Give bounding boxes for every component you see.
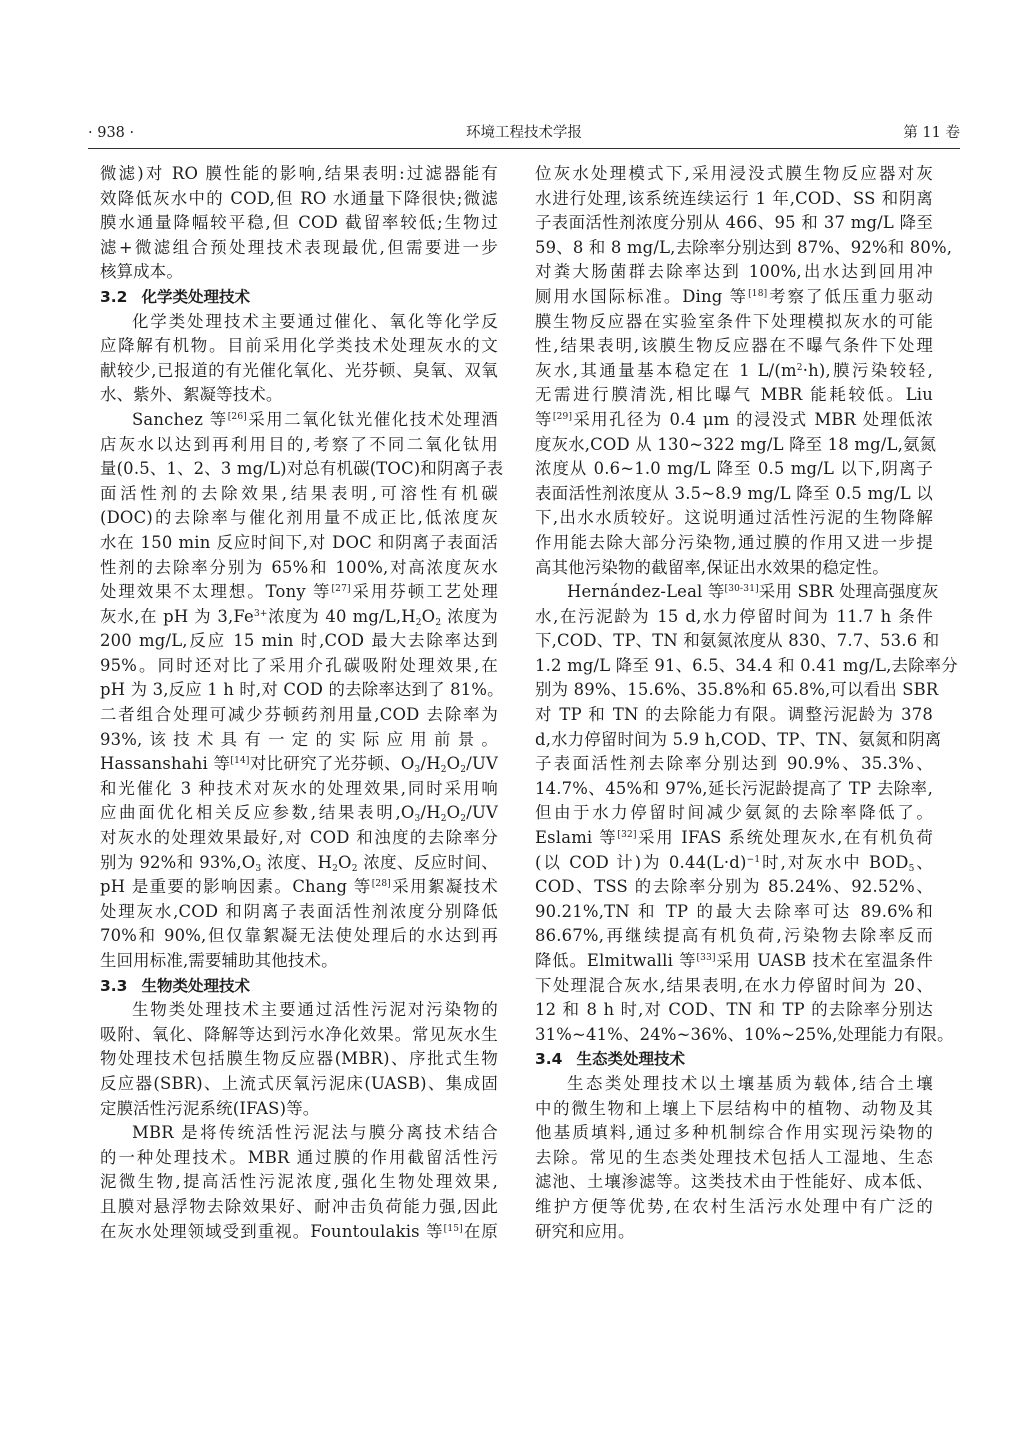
text-line: 59、8 和 8 mg/L,去除率分别达到 87%、92%和 80%, [535, 237, 953, 257]
text-line: 化学类处理技术主要通过催化、氧化等化学反 [132, 311, 498, 331]
text-line: 吸附、氧化、降解等达到污水净化效果。常见灰水生 [100, 1024, 498, 1044]
text-line: 对粪大肠菌群去除率达到 100%,出水达到回用冲 [535, 262, 933, 282]
text-line: 店灰水以达到再利用目的,考察了不同二氧化钛用 [100, 434, 498, 454]
volume-label: 第 11 卷 [903, 125, 960, 141]
section-number: 3.2 [100, 287, 128, 306]
text-line: 灰水,在 pH 为 $3,Fe^{3+}$浓度为 40 $mg/L,H_2O_2$ 浓度为 [100, 606, 498, 628]
text-line: 90.21%,TN 和 TP 的最大去除率可达 89.6%和 [535, 901, 933, 921]
section-heading [100, 974, 498, 999]
text-line: 生回用标准,需要辅助其他技术。 [100, 951, 338, 970]
text-line: 处理灰水,COD 和阴离子表面活性剂浓度分别降低 [100, 901, 498, 921]
text-line: 定膜活性污泥系统(IFAS)等。 [100, 1098, 320, 1118]
text-line: 水,在污泥龄为 15 d,水力停留时间为 11.7 h 条件 [535, 606, 933, 626]
text-line: 作用能去除大部分污染物,通过膜的作用又进一步提 [535, 532, 933, 552]
text-line: 他基质填料,通过多种机制综合作用实现污染物的 [535, 1123, 933, 1143]
text-line: 在灰水处理领域受到重视。Fountoulakis 等[15]在原 [100, 1221, 498, 1241]
text-line: 二者组合处理可减少芬顿药剂用量,COD 去除率为 [100, 705, 498, 725]
text-line: 献较少,已报道的有光催化氧化、光芬顿、臭氧、双氧 [100, 360, 498, 380]
text-line: 对 TP 和 TN 的去除能力有限。调整污泥龄为 378 [535, 705, 933, 725]
text-line: 下,COD、TP、TN 和氨氮浓度从 830、7.7、53.6 和 [535, 631, 940, 651]
text-line: pH 是重要的影响因素。Chang 等[28]采用絮凝技术 [100, 877, 498, 897]
text-line: 微滤)对 RO 膜性能的影响,结果表明:过滤器能有 [100, 164, 498, 183]
text-line: 位灰水处理模式下,采用浸没式膜生物反应器对灰 [535, 164, 933, 183]
text-line: (DOC)的去除率与催化剂用量不成正比,低浓度灰 [100, 508, 498, 528]
text-line: 表面活性剂浓度从 3.5~8.9 mg/L 降至 0.5 mg/L 以 [535, 483, 933, 503]
text-line: 93%,该技术具有一定的实际应用前景。 [100, 729, 498, 749]
text-line: 水进行处理,该系统连续运行 1 年,COD、SS 和阴离 [535, 188, 933, 208]
text-line: d,水力停留时间为 5.9 h,COD、TP、TN、氨氮和阴离 [535, 729, 942, 749]
text-line: 70%和 90%,但仅靠絮凝无法使处理后的水达到再 [100, 926, 498, 946]
section-heading [100, 285, 498, 310]
text-line: 处理效果不太理想。Tony 等[27]采用芬顿工艺处理 [100, 582, 498, 602]
text-line: Hernández-Leal 等[30-31]采用 SBR 处理高强度灰 [567, 582, 939, 602]
text-line: Sanchez 等[26]采用二氧化钛光催化技术处理酒 [132, 409, 498, 429]
text-line: 物处理技术包括膜生物反应器(MBR)、序批式生物 [100, 1049, 498, 1069]
left-column [100, 162, 504, 1244]
text-line: 降低。Elmitwalli 等[33]采用 UASB 技术在室温条件 [535, 951, 933, 970]
text-line: 灰水,其通量基本稳定在 1 $L/(m^2\cdot h)$,膜污染较轻, [535, 360, 933, 380]
text-line: 31%~41%、24%~36%、10%~25%,处理能力有限。 [535, 1024, 954, 1044]
text-line: 泥微生物,提高活性污泥浓度,强化生物处理效果, [100, 1172, 498, 1192]
text-line: 反应器(SBR)、上流式厌氧污泥床(UASB)、集成固 [100, 1073, 498, 1093]
text-line: 别为 89%、15.6%、35.8%和 65.8%,可以看出 SBR [535, 680, 939, 700]
text-line: 14.7%、45%和 97%,延长污泥龄提高了 TP 去除率, [535, 778, 933, 798]
text-line: 下处理混合灰水,结果表明,在水力停留时间为 20、 [535, 975, 933, 995]
text-line: 量(0.5、1、2、3 mg/L)对总有机碳(TOC)和阴离子表 [100, 459, 504, 479]
section-number: 3.4 [535, 1050, 563, 1069]
text-line: 滤+微滤组合预处理技术表现最优,但需要进一步 [100, 237, 498, 257]
text-line: Eslami 等[32]采用 IFAS 系统处理灰水,在有机负荷 [535, 828, 933, 848]
text-line: 等[29]采用孔径为 0.4 μm 的浸没式 MBR 处理低浓 [535, 409, 933, 429]
text-line: MBR 是将传统活性污泥法与膜分离技术结合 [132, 1123, 498, 1143]
text-line: 12 和 8 h 时,对 COD、TN 和 TP 的去除率分别达 [535, 1000, 933, 1020]
text-line: 水、紫外、絮凝等技术。 [100, 385, 283, 405]
section-title: 生物类处理技术 [141, 976, 250, 995]
text-line: 应曲面优化相关反应参数,结果表明$,O_3/H_2O_2/UV$ [100, 803, 498, 825]
text-line: 86.67%,再继续提高有机负荷,污染物去除率反而 [535, 926, 933, 946]
text-line: COD、TSS 的去除率分别为 85.24%、92.52%、 [535, 877, 933, 897]
text-line: 生物类处理技术主要通过活性污泥对污染物的 [132, 1000, 498, 1020]
text-line: 核算成本。 [100, 262, 183, 282]
text-line: 膜水通量降幅较平稳,但 COD 截留率较低;生物过 [100, 213, 498, 233]
text-line: 高其他污染物的截留率,保证出水效果的稳定性。 [535, 557, 889, 577]
text-line: 且膜对悬浮物去除效果好、耐冲击负荷能力强,因此 [100, 1196, 498, 1216]
text-line: 效降低灰水中的 COD,但 RO 水通量下降很快;微滤 [100, 188, 498, 208]
text-line: 滤池、土壤渗滤等。这类技术由于性能好、成本低、 [535, 1172, 933, 1192]
text-line: Hassanshahi 等[14]对比研究了光芬顿、$O_3/H_2O_2/UV$ [100, 754, 498, 776]
text-line: 和光催化 3 种技术对灰水的处理效果,同时采用响 [100, 778, 498, 798]
text-line: 1.2 mg/L 降至 91、6.5、34.4 和 0.41 mg/L,去除率分 [535, 655, 958, 675]
text-line: 的一种处理技术。MBR 通过膜的作用截留活性污 [100, 1147, 498, 1167]
text-line: 子表面活性剂浓度分别从 466、95 和 37 mg/L 降至 [535, 213, 933, 233]
text-line: 无需进行膜清洗,相比曝气 MBR 能耗较低。Liu [535, 385, 933, 405]
text-line: 浓度从 0.6~1.0 mg/L 降至 0.5 mg/L 以下,阴离子 [535, 459, 933, 479]
text-line: (以 COD 计)为 $0.44(L\cdot d)^{-1}$时,对灰水中 $BOD_5$、 [535, 852, 933, 874]
text-line: 度灰水,COD 从 130~322 mg/L 降至 18 mg/L,氨氮 [535, 434, 937, 454]
text-line: 中的微生物和上壤上下层结构中的植物、动物及其 [535, 1098, 933, 1118]
text-line: 维护方便等优势,在农村生活污水处理中有广泛的 [535, 1196, 933, 1216]
text-line: 去除。常见的生态类处理技术包括人工湿地、生态 [535, 1147, 933, 1167]
text-line: 厕用水国际标准。Ding 等[18]考察了低压重力驱动 [535, 286, 933, 306]
journal-title: 环境工程技术学报 [466, 125, 582, 141]
text-line: 性剂的去除率分别为 65%和 100%,对高浓度灰水 [100, 557, 498, 577]
text-line: 但由于水力停留时间减少氨氮的去除率降低了。 [535, 803, 933, 823]
text-line: 200 mg/L,反应 15 min 时,COD 最大去除率达到 [100, 631, 498, 651]
text-line: 子表面活性剂去除率分别达到 90.9%、35.3%、 [535, 754, 933, 774]
header-rule [88, 148, 960, 149]
text-line: 生态类处理技术以土壤基质为载体,结合土壤 [567, 1073, 933, 1093]
text-line: 性,结果表明,该膜生物反应器在不曝气条件下处理 [535, 336, 933, 356]
text-line: 95%。同时还对比了采用介孔碳吸附处理效果,在 [100, 655, 498, 675]
page-header [88, 124, 960, 146]
section-heading [535, 1047, 933, 1072]
text-line: 面活性剂的去除效果,结果表明,可溶性有机碳 [100, 483, 498, 503]
page-number: · 938 · [88, 125, 135, 141]
text-line: 应降解有机物。目前采用化学类技术处理灰水的文 [100, 336, 498, 356]
text-line: 水在 150 min 反应时间下,对 DOC 和阴离子表面活 [100, 532, 498, 552]
section-number: 3.3 [100, 976, 128, 995]
text-line: pH 为 3,反应 1 h 时,对 COD 的去除率达到了 81%。 [100, 680, 504, 700]
text-line: 别为 92%和 $93\%,O_3$ 浓度、$H_2O_2$ 浓度、反应时间、 [100, 852, 498, 874]
text-line: 膜生物反应器在实验室条件下处理模拟灰水的可能 [535, 311, 933, 331]
text-line: 研究和应用。 [535, 1221, 635, 1241]
section-title: 生态类处理技术 [576, 1050, 685, 1069]
text-line: 对灰水的处理效果最好,对 COD 和浊度的去除率分 [100, 828, 498, 848]
right-column [535, 162, 958, 1244]
text-line: 下,出水水质较好。这说明通过活性污泥的生物降解 [535, 508, 933, 528]
section-title: 化学类处理技术 [141, 287, 250, 306]
